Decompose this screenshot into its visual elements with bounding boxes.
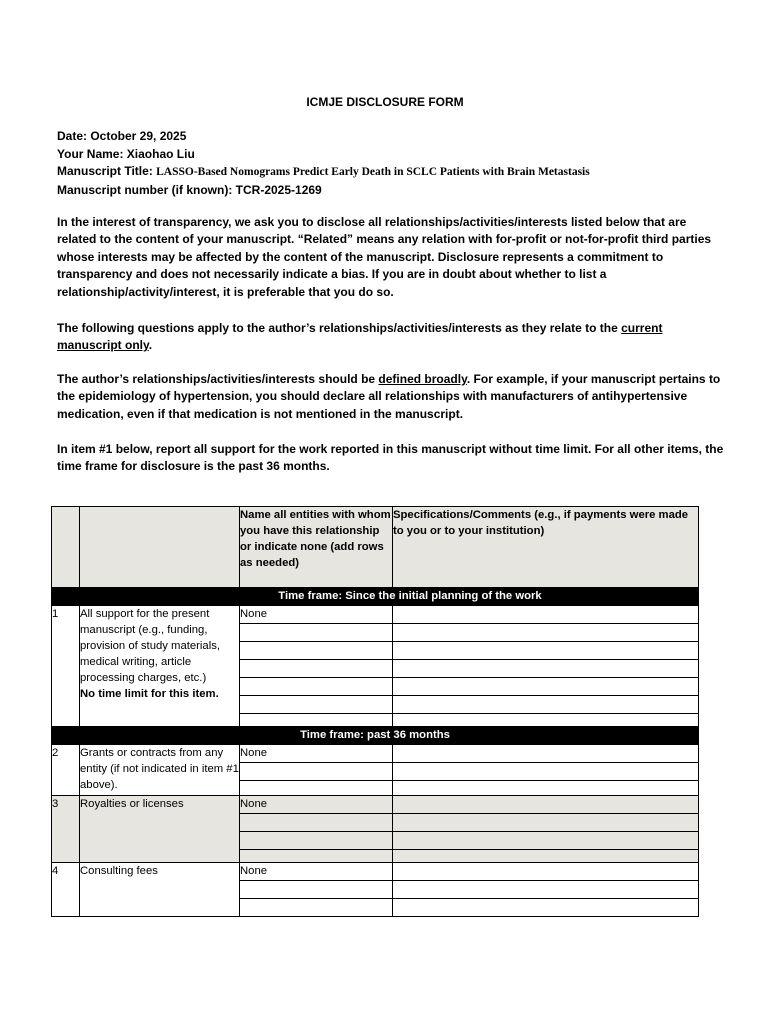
manuscript-info: [57, 128, 717, 199]
entity-input[interactable]: [240, 899, 393, 917]
comments-input[interactable]: [393, 745, 699, 763]
entity-input[interactable]: [240, 678, 393, 696]
table-row: [52, 745, 699, 763]
timeframe-row-1: [52, 588, 699, 606]
table-row: [52, 606, 699, 624]
broad-definition-paragraph: [57, 371, 727, 423]
comments-input[interactable]: [393, 832, 699, 850]
date-line: Date: October 29, 2025: [57, 129, 187, 143]
comments-input[interactable]: [393, 881, 699, 899]
transparency-paragraph: In the interest of transparency, we ask you to disclose all relationships/activities/interests listed below that are related to the content of your manuscript. “Related” means any relation with for-profit or not-for-profit third parties whose interests may be affected by the content of the manuscript. Disclosure represents a commitment to transparency and does not necessarily indicate a bias. If you are in doubt about whether to list a relationship/activity/interest, it is preferable that you do so.: [57, 215, 712, 299]
manuscript-number-line: [57, 182, 717, 200]
scope-end: .: [148, 338, 153, 353]
entity-input[interactable]: None: [240, 863, 393, 881]
entity-input[interactable]: None: [240, 606, 393, 624]
item-number: 2: [52, 745, 80, 796]
comments-input[interactable]: [393, 606, 699, 624]
author-name-line: Your Name: Xiaohao Liu: [57, 146, 195, 161]
broad-text-end: . For example, if your manuscript pertains to the epidemiology of hypertension, you should declare all relationships with manufacturers of antihypertensive medication, even if that medication is not mentioned in the manuscript.: [57, 372, 721, 421]
entity-input[interactable]: [240, 660, 393, 678]
comments-input[interactable]: [393, 899, 699, 917]
item-1-description: All support for the present manuscript (e.g., funding, provision of study materials, medical writing, article processing charges, etc.): [80, 608, 221, 684]
broad-underline: defined broadly: [378, 372, 467, 386]
timeframe-1: [52, 588, 699, 606]
timeframe-2: [52, 727, 699, 745]
header-comments-cell: Specifications/Comments (e.g., if payments were made to you or to your institution): [393, 507, 699, 588]
manuscript-title-line: [57, 163, 717, 182]
entity-input[interactable]: [240, 832, 393, 850]
comments-input[interactable]: [393, 814, 699, 832]
comments-input[interactable]: [393, 796, 699, 814]
entity-input[interactable]: [240, 624, 393, 642]
form-title: ICMJE DISCLOSURE FORM: [306, 95, 464, 109]
comments-input[interactable]: [393, 781, 699, 796]
entity-input[interactable]: [240, 763, 393, 781]
entity-input[interactable]: [240, 714, 393, 727]
comments-input[interactable]: [393, 642, 699, 660]
comments-input[interactable]: [393, 863, 699, 881]
item-label: [80, 606, 240, 727]
broad-text: The author’s relationships/activities/interests should be: [57, 372, 379, 386]
comments-input[interactable]: [393, 660, 699, 678]
item-number: 1: [52, 606, 80, 727]
entity-input[interactable]: [240, 881, 393, 899]
comments-input[interactable]: [393, 714, 699, 727]
header-label-cell: [80, 507, 240, 588]
timeframe-1-text: Time frame: Since the initial planning of the work: [278, 590, 542, 602]
comments-input[interactable]: [393, 763, 699, 781]
scope-underline: current manuscript only: [57, 321, 663, 353]
entity-input[interactable]: [240, 642, 393, 660]
comments-input[interactable]: [393, 678, 699, 696]
manuscript-number-value: TCR-2025-1269: [235, 182, 322, 197]
table-row: [52, 796, 699, 814]
manuscript-title-value: LASSO-Based Nomograms Predict Early Death in SCLC Patients with Brain Metastasis: [156, 166, 590, 178]
entity-input[interactable]: [240, 696, 393, 714]
header-entities-cell: Name all entities with whom you have this relationship or indicate none (add rows as needed): [240, 507, 393, 588]
timeframe-row-2: [52, 727, 699, 745]
disclosure-table: [51, 506, 699, 917]
entity-input[interactable]: None: [240, 745, 393, 763]
item-number: 4: [52, 863, 80, 917]
comments-input[interactable]: [393, 850, 699, 863]
table-row: [52, 863, 699, 881]
timeframe-2-text: Time frame: past 36 months: [300, 729, 450, 741]
scope-paragraph: [57, 320, 727, 355]
item-1-note: No time limit for this item.: [80, 688, 219, 700]
time-limit-paragraph: In item #1 below, report all support for the work reported in this manuscript without time limit. For all other items, the time frame for disclosure is the past 36 months.: [57, 442, 724, 474]
header-num-cell: [52, 507, 80, 588]
entity-input[interactable]: [240, 814, 393, 832]
header-row: [52, 507, 699, 588]
manuscript-title-label: Manuscript Title:: [57, 164, 157, 178]
entity-input[interactable]: [240, 781, 393, 796]
item-label: Royalties or licenses: [80, 796, 240, 863]
item-label: Consulting fees: [80, 863, 240, 917]
item-number: 3: [52, 796, 80, 863]
manuscript-number-label: Manuscript number (if known):: [57, 182, 236, 197]
item-label: Grants or contracts from any entity (if not indicated in item #1 above).: [80, 745, 240, 796]
entity-input[interactable]: None: [240, 796, 393, 814]
scope-text: The following questions apply to the author’s relationships/activities/interests as they relate to the: [57, 321, 622, 335]
comments-input[interactable]: [393, 696, 699, 714]
entity-input[interactable]: [240, 850, 393, 863]
comments-input[interactable]: [393, 624, 699, 642]
